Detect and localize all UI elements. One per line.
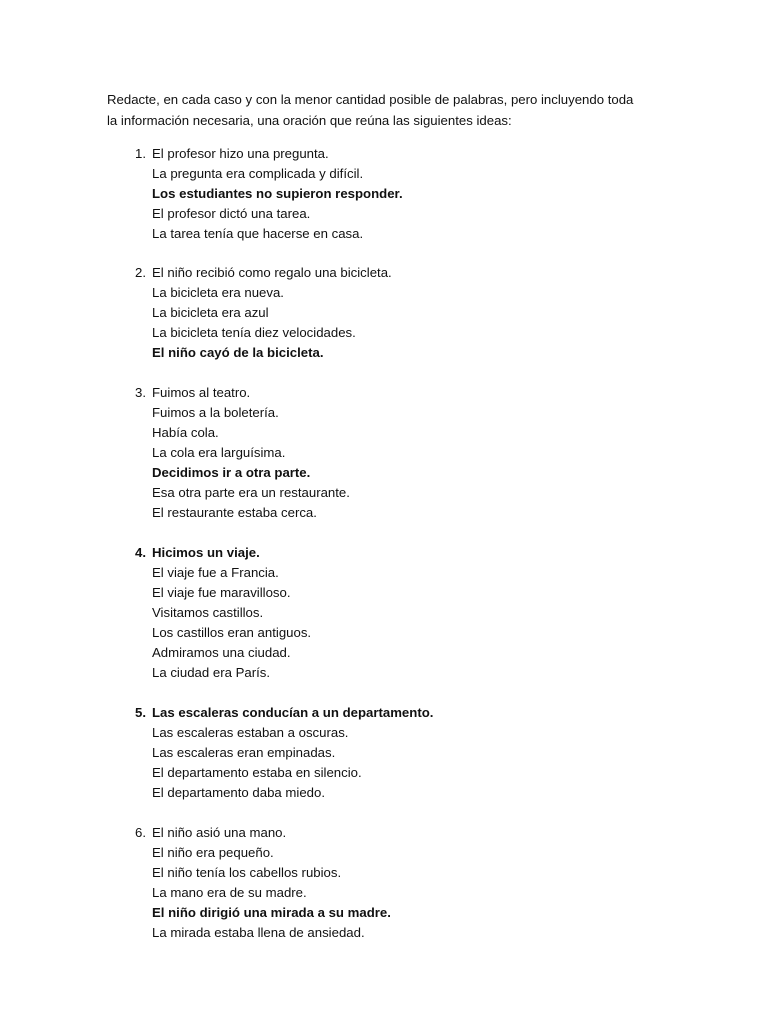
key-sentence: Los estudiantes no supieron responder. <box>152 186 403 201</box>
sentence: El departamento estaba en silencio. <box>152 765 362 780</box>
sentence: El profesor hizo una pregunta. <box>152 146 329 161</box>
sentence: El viaje fue a Francia. <box>152 565 279 580</box>
sentence: La cola era larguísima. <box>152 445 286 460</box>
sentence: El niño asió una mano. <box>152 825 287 840</box>
sentence: Esa otra parte era un restaurante. <box>152 485 350 500</box>
exercise-sentences <box>152 823 672 943</box>
sentence: Fuimos al teatro. <box>152 385 251 400</box>
sentence: El niño era pequeño. <box>152 845 274 860</box>
sentence: Había cola. <box>152 425 219 440</box>
exercise-number: 1. <box>135 146 146 161</box>
sentence: El profesor dictó una tarea. <box>152 206 311 221</box>
exercise-sentences <box>152 543 672 683</box>
key-sentence: El niño cayó de la bicicleta. <box>152 345 324 360</box>
exercise-sentences <box>152 703 672 803</box>
exercise-number: 3. <box>135 385 146 400</box>
exercise-number: 4. <box>135 545 146 560</box>
sentence: La mano era de su madre. <box>152 885 307 900</box>
sentence: La pregunta era complicada y difícil. <box>152 166 364 181</box>
sentence: El niño tenía los cabellos rubios. <box>152 865 342 880</box>
key-sentence: Hicimos un viaje. <box>152 545 260 560</box>
sentence: Admiramos una ciudad. <box>152 645 291 660</box>
sentence: Visitamos castillos. <box>152 605 264 620</box>
instructions-paragraph: Redacte, en cada caso y con la menor cantidad posible de palabras, pero incluyendo toda la información necesaria, una oración que reúna las siguientes ideas: <box>107 92 634 128</box>
sentence: La ciudad era París. <box>152 665 271 680</box>
exercise-number: 6. <box>135 825 146 840</box>
exercise-sentences <box>152 263 672 363</box>
exercise-number: 5. <box>135 705 146 720</box>
exercise-number: 2. <box>135 265 146 280</box>
sentence: El viaje fue maravilloso. <box>152 585 291 600</box>
sentence: Los castillos eran antiguos. <box>152 625 312 640</box>
sentence: La mirada estaba llena de ansiedad. <box>152 925 365 940</box>
key-sentence: Las escaleras conducían a un departamento. <box>152 705 434 720</box>
key-sentence: Decidimos ir a otra parte. <box>152 465 311 480</box>
sentence: Las escaleras estaban a oscuras. <box>152 725 349 740</box>
key-sentence: El niño dirigió una mirada a su madre. <box>152 905 391 920</box>
sentence: El departamento daba miedo. <box>152 785 326 800</box>
sentence: La tarea tenía que hacerse en casa. <box>152 226 364 241</box>
sentence: La bicicleta era azul <box>152 305 269 320</box>
sentence: El niño recibió como regalo una bicicleta. <box>152 265 392 280</box>
sentence: El restaurante estaba cerca. <box>152 505 317 520</box>
exercise-sentences <box>152 144 672 244</box>
sentence: Fuimos a la boletería. <box>152 405 279 420</box>
sentence: La bicicleta era nueva. <box>152 285 284 300</box>
sentence: Las escaleras eran empinadas. <box>152 745 336 760</box>
exercise-sentences <box>152 383 672 523</box>
sentence: La bicicleta tenía diez velocidades. <box>152 325 356 340</box>
